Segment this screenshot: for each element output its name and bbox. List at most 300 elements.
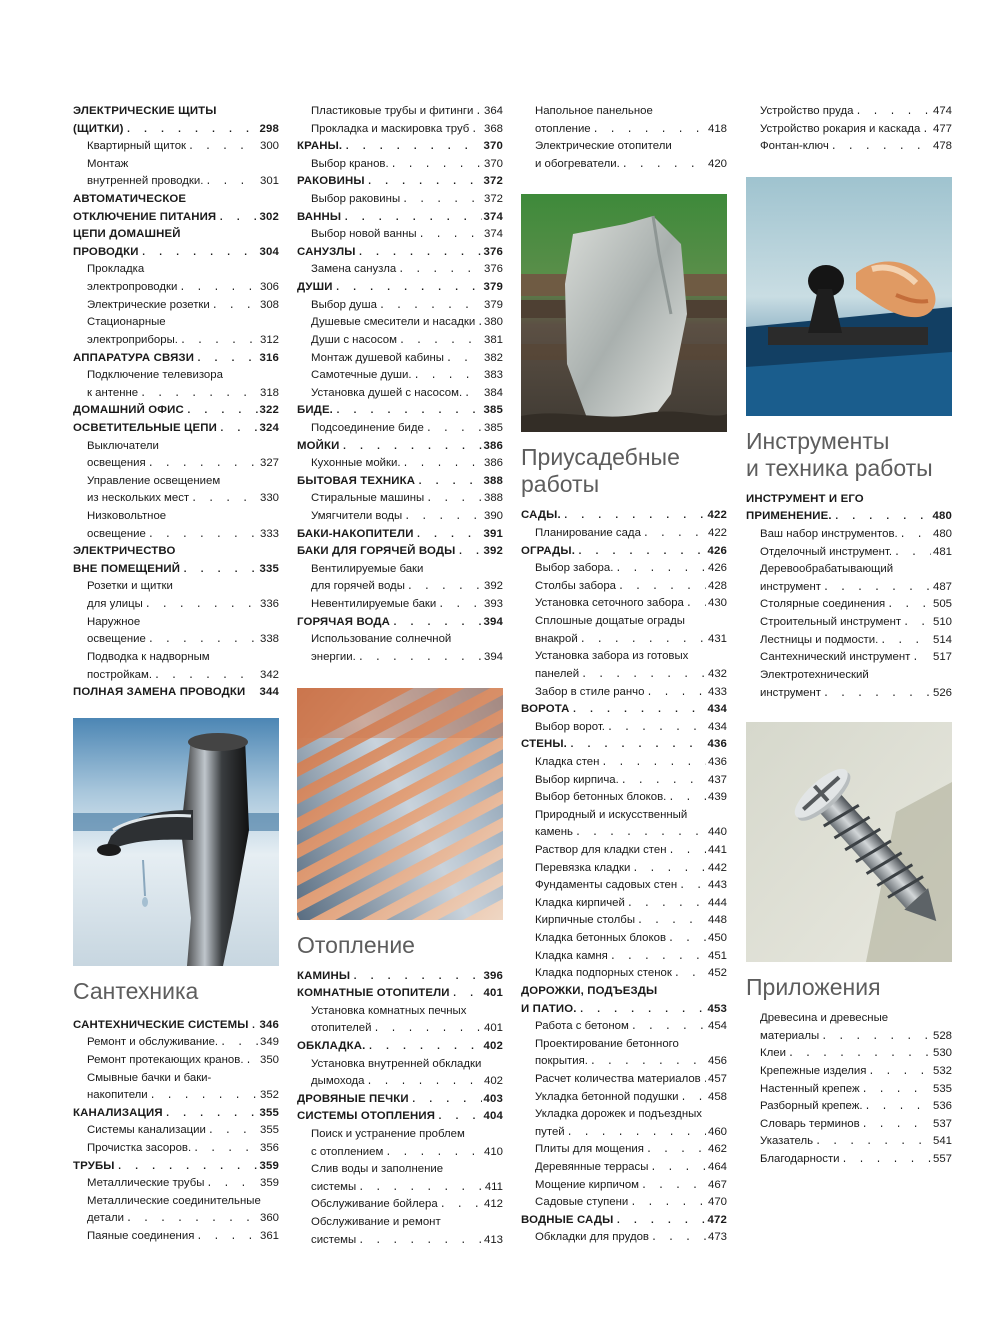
toc-subentry — [746, 1151, 952, 1169]
toc-page-number: 306 — [259, 281, 279, 294]
toc-page-number: 333 — [259, 527, 279, 540]
toc-dot-leader — [579, 1002, 706, 1019]
toc-entry-text: ЭЛЕКТРИЧЕСТВО — [73, 545, 176, 558]
toc-heading — [297, 968, 503, 986]
toc-dot-leader — [464, 386, 482, 403]
toc-heading — [521, 1001, 727, 1019]
toc-dot-leader — [403, 456, 482, 473]
toc-dot-leader — [823, 686, 931, 703]
toc-subentry — [521, 965, 727, 983]
toc-subentry — [73, 631, 279, 649]
toc-dot-leader — [590, 1054, 706, 1071]
toc-page-number: 376 — [483, 245, 503, 258]
toc-dot-leader — [140, 386, 258, 403]
toc-subentry — [297, 297, 503, 315]
toc-page-number: 462 — [707, 1143, 727, 1156]
toc-page-number: 456 — [707, 1055, 727, 1068]
toc-subentry — [521, 1194, 727, 1212]
screw-photo — [746, 722, 952, 962]
toc-dot-leader — [641, 1178, 706, 1195]
toc-page-number: 510 — [932, 616, 952, 629]
toc-entry-text: Словарь терминов — [760, 1117, 860, 1130]
toc-entry-text: Укладка бетонной подушки — [535, 1090, 679, 1103]
toc-entry-text: Низковольтное — [87, 510, 167, 523]
toc-page-number: 372 — [483, 193, 503, 206]
toc-entry-text: Строительный инструмент — [760, 616, 902, 629]
toc-subentry — [73, 455, 279, 473]
toc-entry-text: Клеи — [760, 1047, 786, 1060]
toc-subentry — [297, 631, 503, 649]
toc-subentry — [521, 1089, 727, 1107]
toc-heading — [73, 420, 279, 438]
toc-page-number: 364 — [483, 105, 503, 117]
toc-subentry — [521, 156, 727, 174]
toc-entry-text: Монтаж душевой кабины — [311, 351, 444, 364]
toc-subentry — [73, 473, 279, 491]
toc-dot-leader — [404, 509, 482, 526]
toc-heading — [746, 508, 952, 526]
toc-dot-leader — [379, 298, 482, 315]
toc-dot-leader — [622, 157, 706, 174]
toc-subentry — [297, 103, 503, 121]
toc-page-number: 431 — [707, 632, 727, 645]
toc-subentry — [521, 877, 727, 895]
toc-subentry — [746, 1116, 952, 1134]
toc-entry-text: внутренней проводки. — [87, 175, 204, 188]
section-title-heating: Отопление — [297, 931, 415, 958]
toc-page-number: 439 — [707, 791, 727, 804]
toc-subentry — [297, 578, 503, 596]
toc-heading — [297, 279, 503, 297]
toc-page-number: 467 — [707, 1178, 727, 1191]
toc-entry-text: БАКИ-НАКОПИТЕЛИ — [297, 527, 414, 540]
toc-dot-leader — [646, 685, 706, 702]
toc-page-number: 390 — [483, 510, 503, 523]
toc-subentry — [297, 1020, 503, 1038]
toc-page-number: 394 — [483, 615, 503, 628]
toc-page-number: 434 — [707, 720, 727, 733]
toc-heading — [521, 701, 727, 719]
toc-entry-text: КАНАЛИЗАЦИЯ — [73, 1106, 163, 1119]
toc-dot-leader — [358, 650, 482, 667]
toc-subentry — [73, 156, 279, 174]
toc-page-number: 448 — [707, 914, 727, 927]
toc-subentry — [746, 1098, 952, 1116]
toc-dot-leader — [900, 527, 931, 544]
toc-subentry — [746, 596, 952, 614]
toc-dot-leader — [569, 737, 706, 754]
toc-page-number: 336 — [259, 598, 279, 611]
toc-subentry — [73, 1175, 279, 1193]
toc-subentry — [746, 667, 952, 685]
toc-subentry — [746, 579, 952, 597]
toc-entry-text: Настенный крепеж — [760, 1082, 860, 1095]
toc-page-number: 359 — [259, 1177, 279, 1190]
toc-entry-text: САНТЕХНИЧЕСКИЕ СИСТЕМЫ — [73, 1018, 249, 1031]
toc-page-number: 298 — [259, 122, 279, 135]
toc-page-number: 413 — [483, 1233, 503, 1246]
toc-dot-leader — [367, 1074, 482, 1091]
toc-dot-leader — [637, 913, 706, 930]
toc-dot-leader — [630, 1195, 706, 1212]
toc-subentry — [746, 1010, 952, 1028]
toc-subentry — [746, 685, 952, 703]
toc-dot-leader — [643, 526, 706, 543]
toc-entry-text: Смывные бачки и баки- — [87, 1071, 212, 1084]
toc-subentry — [746, 1028, 952, 1046]
toc-page-number: 557 — [932, 1153, 952, 1166]
toc-page-number: 355 — [259, 1106, 279, 1119]
toc-page-number: 450 — [707, 932, 727, 945]
toc-heading — [73, 1105, 279, 1123]
toc-dot-leader — [668, 790, 706, 807]
toc-dot-leader — [615, 561, 706, 578]
toc-page-number: 457 — [707, 1072, 727, 1085]
toc-subentry — [73, 314, 279, 332]
toc-entry-text: освещение — [87, 633, 146, 646]
toc-entry-text: Вентилируемые баки — [311, 562, 424, 575]
toc-entry-text: Забор в стиле ранчо — [535, 685, 645, 698]
toc-dot-leader — [218, 210, 257, 227]
toc-subentry — [297, 1144, 503, 1162]
toc-entry-text: Слив воды и заполнение — [311, 1163, 444, 1176]
toc-list — [73, 103, 279, 702]
toc-entry-text: Управление освещением — [87, 474, 221, 487]
toc-subentry — [521, 666, 727, 684]
toc-subentry — [73, 578, 279, 596]
toc-dot-leader — [411, 1092, 482, 1109]
toc-entry-text: Кладка бетонных блоков — [535, 932, 667, 945]
toc-page-number: 433 — [707, 685, 727, 698]
toc-dot-leader — [399, 333, 482, 350]
toc-entry-text: Паяные соединения — [87, 1230, 195, 1243]
toc-dot-leader — [188, 139, 258, 156]
toc-entry-text: освещение — [87, 527, 146, 540]
toc-dot-leader — [627, 896, 706, 913]
toc-dot-leader — [681, 1090, 706, 1107]
toc-entry-text: внакрой — [535, 632, 578, 645]
section-title-tools: Инструменты и техника работы — [746, 427, 933, 481]
toc-page-number: 426 — [707, 544, 727, 557]
toc-entry-text: постройкам. — [87, 668, 153, 681]
toc-entry-text: Установка забора из готовых — [535, 650, 689, 663]
toc-entry-text: ПРОВОДКИ — [73, 245, 139, 258]
toc-dot-leader — [651, 1230, 706, 1247]
toc-dot-leader — [416, 527, 482, 544]
toc-subentry — [521, 1036, 727, 1054]
toc-list — [521, 507, 727, 1247]
toc-dot-leader — [145, 597, 258, 614]
toc-entry-text: Подводка к надворным — [87, 650, 210, 663]
toc-entry-text: Кладка подпорных стенок — [535, 967, 672, 980]
toc-subentry — [73, 1034, 279, 1052]
toc-entry-text: Кухонные мойки. — [311, 457, 401, 470]
toc-dot-leader — [212, 298, 258, 315]
toc-dot-leader — [358, 1180, 483, 1197]
toc-page-number: 318 — [259, 386, 279, 399]
toc-entry-text: Стационарные — [87, 316, 166, 329]
toc-subentry — [297, 596, 503, 614]
toc-list — [521, 103, 727, 173]
toc-entry-text: ДОРОЖКИ, ПОДЪЕЗДЫ — [521, 984, 658, 997]
toc-heading — [73, 226, 279, 244]
toc-entry-text: Перевязка кладки — [535, 861, 631, 874]
toc-entry-text: Системы канализации — [87, 1124, 206, 1137]
toc-page-number: 350 — [259, 1053, 279, 1066]
toc-page-number: 382 — [483, 351, 503, 364]
toc-page-number: 383 — [483, 369, 503, 382]
toc-entry-text: Проектирование бетонного — [535, 1037, 679, 1050]
toc-dot-leader — [165, 1106, 258, 1123]
toc-entry-text: Обслуживание и ремонт — [311, 1216, 441, 1229]
toc-entry-text: АВТОМАТИЧЕСКОЕ — [73, 193, 187, 206]
toc-dot-leader — [385, 1145, 482, 1162]
toc-entry-text: покрытия. — [535, 1055, 588, 1068]
toc-subentry — [73, 1070, 279, 1088]
toc-entry-text: Мощение кирпичом — [535, 1178, 639, 1191]
toc-page-number: 401 — [483, 1022, 503, 1035]
toc-subentry — [73, 297, 279, 315]
toc-entry-text: Выбор кранов. — [311, 157, 389, 170]
toc-subentry — [73, 490, 279, 508]
toc-entry-text: Стиральные машины — [311, 492, 425, 505]
toc-page-number: 514 — [932, 633, 952, 646]
toc-heading — [73, 191, 279, 209]
toc-entry-text: панелей — [535, 667, 580, 680]
toc-dot-leader — [154, 668, 258, 685]
toc-heading — [297, 173, 503, 191]
toc-dot-leader — [621, 773, 706, 790]
toc-heading — [297, 209, 503, 227]
toc-page-number: 420 — [707, 157, 727, 170]
toc-entry-text: инструмент — [760, 686, 822, 699]
toc-entry-text: Разборный крепеж. — [760, 1100, 863, 1113]
toc-subentry — [73, 1228, 279, 1246]
toc-page-number: 402 — [483, 1039, 503, 1052]
toc-list — [297, 103, 503, 667]
toc-subentry — [521, 860, 727, 878]
toc-dot-leader — [219, 421, 258, 438]
toc-entry-text: СТЕНЫ. — [521, 738, 567, 751]
toc-page-number: 443 — [707, 879, 727, 892]
toc-entry-text: САНУЗЛЫ — [297, 245, 356, 258]
toc-page-number: 402 — [483, 1075, 503, 1088]
toc-list — [746, 1010, 952, 1168]
toc-subentry — [521, 1141, 727, 1159]
toc-dot-leader — [631, 1019, 706, 1036]
toc-dot-leader — [610, 949, 706, 966]
toc-dot-leader — [815, 1134, 931, 1151]
toc-entry-text: Установка комнатных печных — [311, 1004, 467, 1017]
toc-entry-text: Выбор бетонных блоков. — [535, 791, 667, 804]
toc-subentry — [521, 719, 727, 737]
section-title-garden: Приусадебные работы — [521, 444, 680, 498]
toc-heading — [297, 985, 503, 1003]
toc-subentry — [297, 1232, 503, 1250]
toc-page-number: 481 — [932, 545, 952, 558]
toc-subentry — [521, 121, 727, 139]
toc-entry-text: Замена санузла — [311, 263, 397, 276]
toc-page-number: 473 — [707, 1231, 727, 1244]
toc-subentry — [297, 561, 503, 579]
toc-subentry — [521, 1159, 727, 1177]
toc-subentry — [521, 525, 727, 543]
toc-entry-text: Розетки и щитки — [87, 580, 173, 593]
toc-entry-text: Работа с бетоном — [535, 1020, 629, 1033]
toc-entry-text: (ЩИТКИ) — [73, 122, 124, 135]
toc-subentry — [297, 367, 503, 385]
toc-dot-leader — [344, 139, 481, 156]
toc-subentry — [521, 1229, 727, 1247]
toc-entry-text: Устройство пруда — [760, 105, 854, 117]
toc-page-number: 444 — [707, 896, 727, 909]
toc-subentry — [521, 1106, 727, 1124]
toc-entry-text: отопление — [535, 122, 591, 135]
toc-page-number: 355 — [259, 1124, 279, 1137]
toc-page-number: 393 — [483, 598, 503, 611]
toc-entry-text: Металлические соединительные — [87, 1194, 261, 1207]
toc-entry-text: Ремонт и обслуживание. — [87, 1036, 219, 1049]
toc-entry-text: Поиск и устранение проблем — [311, 1127, 465, 1140]
toc-heading — [297, 138, 503, 156]
toc-entry-text: для горячей воды — [311, 580, 405, 593]
toc-subentry — [73, 279, 279, 297]
toc-column-1 — [73, 103, 279, 1246]
toc-page-number: 537 — [932, 1117, 952, 1130]
toc-entry-text: ИНСТРУМЕНТ И ЕГО — [746, 492, 864, 505]
toc-page-number: 301 — [259, 175, 279, 188]
toc-page-number: 403 — [483, 1092, 503, 1105]
toc-entry-text: Обслуживание бойлера — [311, 1198, 438, 1211]
toc-heading — [73, 402, 279, 420]
toc-page-number: 338 — [259, 633, 279, 646]
toc-page-number: 430 — [707, 597, 727, 610]
toc-page-number: 374 — [483, 210, 503, 223]
toc-entry-text: Указатель — [760, 1135, 814, 1148]
toc-dot-leader — [148, 527, 258, 544]
toc-subentry — [297, 508, 503, 526]
toc-subentry — [73, 138, 279, 156]
toc-page-number: 470 — [707, 1196, 727, 1209]
toc-subentry — [297, 226, 503, 244]
toc-subentry — [297, 1003, 503, 1021]
toc-subentry — [746, 614, 952, 632]
toc-dot-leader — [446, 351, 482, 368]
toc-page-number: 528 — [932, 1029, 952, 1042]
toc-entry-text: Ремонт протекающих кранов. — [87, 1053, 244, 1066]
toc-page-number: 436 — [707, 755, 727, 768]
toc-subentry — [746, 526, 952, 544]
toc-dot-leader — [245, 1053, 258, 1070]
toc-dot-leader — [358, 245, 482, 262]
toc-entry-text: ВАННЫ — [297, 210, 342, 223]
toc-dot-leader — [343, 210, 481, 227]
toc-dot-leader — [196, 351, 257, 368]
toc-dot-leader — [452, 986, 482, 1003]
toc-subentry — [297, 1056, 503, 1074]
toc-subentry — [521, 684, 727, 702]
toc-subentry — [73, 1122, 279, 1140]
toc-heading — [297, 614, 503, 632]
toc-page-number: 372 — [483, 175, 503, 188]
toc-entry-text: Укладка дорожек и подъездных — [535, 1108, 702, 1121]
toc-dot-leader — [580, 632, 706, 649]
toc-column-3 — [521, 103, 727, 1247]
toc-page-number: 391 — [483, 527, 503, 540]
toc-dot-leader — [196, 1229, 258, 1246]
toc-dot-leader — [865, 1099, 931, 1116]
toc-dot-leader — [341, 439, 481, 456]
toc-heading — [297, 402, 503, 420]
toc-heading — [73, 561, 279, 579]
toc-entry-text: Душевые смесители и насадки — [311, 316, 476, 329]
toc-page-number: 452 — [707, 967, 727, 980]
toc-subentry — [521, 895, 727, 913]
toc-subentry — [521, 1053, 727, 1071]
toc-entry-text: отопителей — [311, 1022, 372, 1035]
toc-entry-text: Природный и искусственный — [535, 808, 688, 821]
faucet-photo — [73, 718, 279, 966]
toc-subentry — [297, 156, 503, 174]
toc-subentry — [521, 631, 727, 649]
toc-page-number: 356 — [259, 1141, 279, 1154]
toc-entry-text: ПОЛНАЯ ЗАМЕНА ПРОВОДКИ — [73, 686, 246, 699]
toc-dot-leader — [191, 491, 258, 508]
toc-subentry — [73, 526, 279, 544]
toc-page-number: 442 — [707, 861, 727, 874]
toc-dot-leader — [438, 597, 482, 614]
toc-entry-text: энергии. — [311, 650, 356, 663]
toc-dot-leader — [615, 1213, 705, 1230]
toc-entry-text: Души с насосом — [311, 333, 397, 346]
toc-page-number: 308 — [259, 298, 279, 311]
toc-entry-text: ЦЕПИ ДОМАШНЕЙ — [73, 228, 181, 241]
toc-page-number: 458 — [707, 1090, 727, 1103]
toc-page-number: 324 — [259, 421, 279, 434]
toc-subentry — [73, 261, 279, 279]
toc-dot-leader — [823, 580, 931, 597]
toc-page-number: 316 — [259, 351, 279, 364]
toc-entry-text: БИДЕ. — [297, 404, 334, 417]
toc-page-number: 460 — [707, 1125, 727, 1138]
toc-dot-leader — [668, 931, 706, 948]
toc-page-number: 464 — [707, 1160, 727, 1173]
toc-entry-text: Деревянные террасы — [535, 1160, 649, 1173]
toc-subentry — [297, 1196, 503, 1214]
toc-subentry — [521, 807, 727, 825]
toc-entry-text: Кирпичные столбы — [535, 914, 636, 927]
toc-heading — [73, 103, 279, 121]
toc-dot-leader — [880, 633, 931, 650]
toc-dot-leader — [669, 843, 706, 860]
toc-entry-text: материалы — [760, 1029, 820, 1042]
toc-page-number: 536 — [932, 1100, 952, 1113]
section-title-appendix: Приложения — [746, 974, 881, 1001]
toc-entry-text: Ваш набор инструментов. — [760, 528, 898, 541]
toc-page-number: 422 — [707, 509, 727, 522]
toc-page-number: 451 — [707, 949, 727, 962]
toc-page-number: 380 — [483, 316, 503, 329]
toc-dot-leader — [419, 227, 482, 244]
toc-subentry — [521, 613, 727, 631]
toc-page-number: 360 — [259, 1212, 279, 1225]
toc-entry-text: Электрические розетки — [87, 298, 210, 311]
toc-subentry — [297, 350, 503, 368]
toc-subentry — [746, 103, 952, 121]
toc-page-number: 394 — [483, 650, 503, 663]
toc-entry-text: электропроводки — [87, 281, 178, 294]
toc-heading — [297, 1091, 503, 1109]
